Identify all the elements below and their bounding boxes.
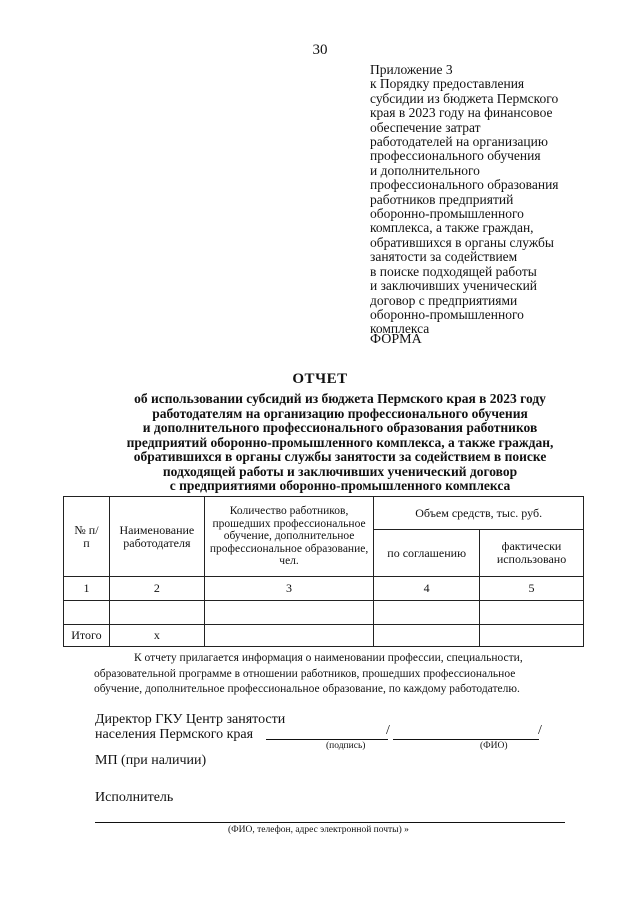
stamp-label: МП (при наличии) — [95, 753, 207, 768]
appendix-block — [370, 63, 630, 337]
subtitle-line: работодателям на организацию профессионального обучения — [152, 405, 528, 421]
note-line: К отчету прилагается информация о наименовании профессии, специальности, — [134, 652, 523, 664]
report-table — [63, 496, 584, 647]
appendix-line: работников предприятий — [370, 191, 514, 207]
subtitle-line: с предприятиями оборонно-промышленного комплекса — [169, 478, 511, 493]
appendix-line: Приложение 3 — [370, 62, 453, 77]
appendix-line: оборонно-промышленного — [370, 306, 524, 322]
appendix-line: комплекса — [370, 321, 430, 337]
table-row — [64, 625, 584, 647]
subtitle-line: обратившихся в органы службы занятости за содействием в поиске — [133, 449, 547, 464]
appendix-line: работодателей на организацию — [370, 134, 548, 150]
header-worker-count: Количество работников, прошедших профессиональное обучение, дополнительное профессиональное образование, чел. — [204, 497, 373, 577]
column-number: 2 — [109, 577, 204, 601]
director-title — [95, 712, 285, 742]
empty-cell — [480, 625, 584, 647]
signature-line — [266, 739, 388, 740]
subtitle-line: предприятий оборонно-промышленного комплекса, а также граждан, — [126, 434, 554, 450]
header-employer: Наименование работодателя — [109, 497, 204, 577]
appendix-line: профессионального образования — [370, 177, 559, 193]
appendix-line: профессионального обучения — [370, 148, 541, 164]
appendix-line: обеспечение затрат — [370, 119, 481, 135]
empty-cell — [374, 601, 480, 625]
appendix-line: края в 2023 году на финансовое — [370, 105, 553, 121]
executor-line — [95, 822, 565, 823]
empty-cell — [109, 601, 204, 625]
caption-name: (ФИО) — [480, 741, 508, 751]
executor-label: Исполнитель — [95, 790, 174, 805]
caption-signature: (подпись) — [326, 741, 366, 751]
table-row — [64, 577, 584, 601]
header-actually-used: фактически использовано — [480, 530, 584, 577]
column-number: 3 — [204, 577, 373, 601]
appendix-line: обратившихся в органы службы — [370, 234, 554, 250]
subtitle-line: подходящей работы и заключивших ученический договор — [162, 463, 518, 479]
empty-cell — [480, 601, 584, 625]
separator: / — [386, 723, 390, 738]
separator: / — [538, 723, 542, 738]
appendix-line: к Порядку предоставления — [370, 76, 525, 92]
subtitle-line: об использовании субсидий из бюджета Пермского края в 2023 году — [134, 391, 546, 406]
header-by-agreement: по соглашению — [374, 530, 480, 577]
page-number: 30 — [312, 42, 328, 58]
appendix-line: и заключивших ученический — [370, 278, 538, 294]
table-row — [64, 601, 584, 625]
appendix-line: в поиске подходящей работы — [370, 263, 537, 279]
appendix-line: занятости за содействием — [370, 249, 518, 265]
appendix-line: комплекса, а также граждан, — [370, 220, 534, 236]
empty-cell — [64, 601, 110, 625]
appendix-line: договор с предприятиями — [370, 292, 518, 308]
director-line: Директор ГКУ Центр занятости — [95, 712, 286, 727]
subtitle-line: и дополнительного профессионального образования работников — [142, 420, 538, 435]
empty-cell — [374, 625, 480, 647]
total-x: х — [109, 625, 204, 647]
attachment-note — [94, 651, 582, 698]
column-number: 5 — [480, 577, 584, 601]
report-subtitle — [60, 392, 620, 494]
executor-caption: (ФИО, телефон, адрес электронной почты) » — [228, 825, 409, 835]
form-label: ФОРМА — [370, 332, 422, 347]
empty-cell — [204, 625, 373, 647]
appendix-line: и дополнительного — [370, 162, 480, 178]
note-line: образовательной программе в отношении работников, прошедших профессиональное — [94, 667, 516, 680]
name-line — [393, 739, 539, 740]
header-funds: Объем средств, тыс. руб. — [374, 497, 584, 530]
appendix-line: оборонно-промышленного — [370, 206, 524, 222]
director-line: населения Пермского края — [95, 727, 254, 742]
appendix-line: субсидии из бюджета Пермского — [370, 90, 559, 106]
total-label: Итого — [64, 625, 110, 647]
column-number: 1 — [64, 577, 110, 601]
note-line: обучение, дополнительное профессиональное образование, по каждому работодателю. — [94, 683, 520, 695]
empty-cell — [204, 601, 373, 625]
report-title: ОТЧЕТ — [292, 371, 348, 387]
header-num: № п/п — [64, 497, 110, 577]
column-number: 4 — [374, 577, 480, 601]
